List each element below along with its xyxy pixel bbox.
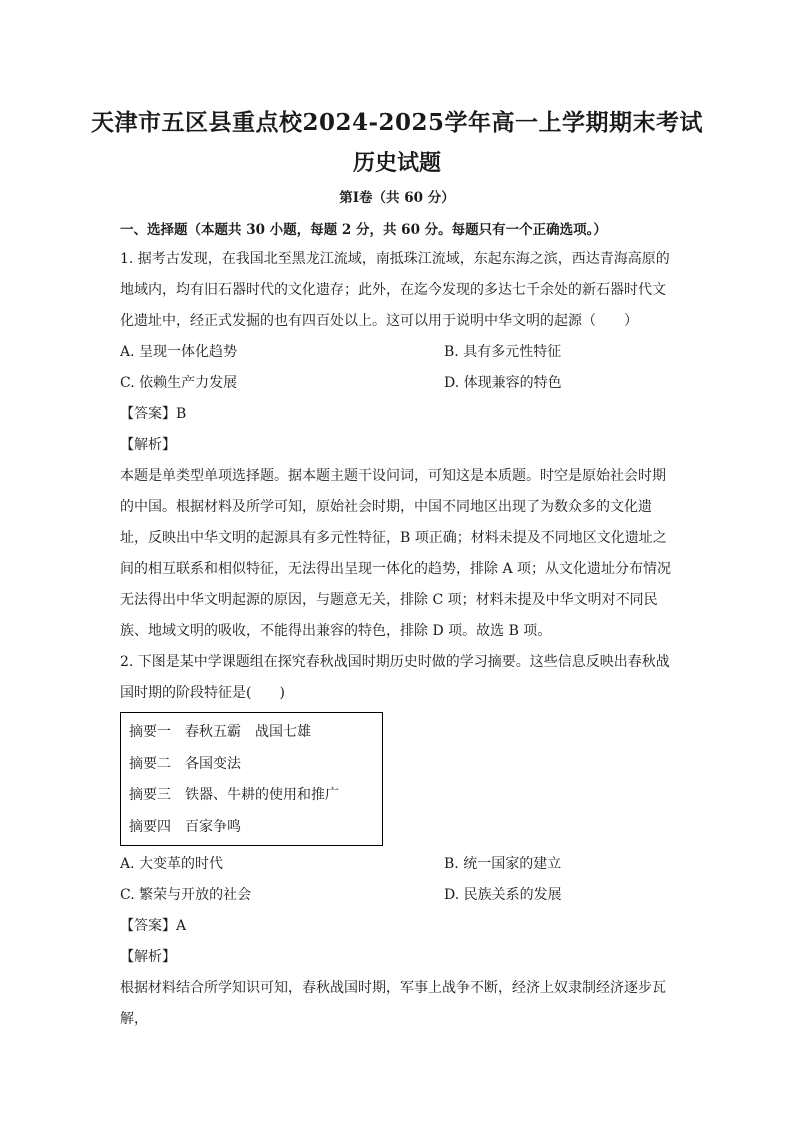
option-d: D. 体现兼容的特色	[444, 375, 562, 391]
analysis-line: 址，反映出中华文明的起源具有多元性特征，B 项正确；材料未提及不同地区文化遗址之	[120, 530, 667, 546]
summary-line: 摘要四 百家争鸣	[129, 818, 241, 835]
answer-line: 【答案】A	[120, 918, 187, 934]
analysis-line: 族、地域文明的吸收，不能得出兼容的特色，排除 D 项。故选 B 项。	[120, 623, 552, 639]
options-row	[120, 880, 680, 911]
options-row	[120, 849, 680, 880]
question-1	[120, 244, 680, 647]
questions-body	[120, 244, 680, 1035]
options-row	[120, 337, 680, 368]
summary-line: 摘要一 春秋五霸 战国七雄	[129, 724, 311, 740]
option-b: B. 统一国家的建立	[444, 856, 562, 872]
options-row	[120, 368, 680, 399]
analysis-line: 间的相互联系和相似特征，无法得出呈现一体化的趋势，排除 A 项；从文化遗址分布情况	[120, 561, 672, 577]
option-a: A. 大变革的时代	[120, 856, 224, 872]
exam-subject: 历史试题	[352, 150, 441, 176]
analysis-label: 【解析】	[120, 437, 176, 453]
section-heading: 一、选择题（本题共 30 小题，每题 2 分，共 60 分。每题只有一个正确选项。）	[120, 222, 607, 238]
option-c: C. 繁荣与开放的社会	[120, 887, 252, 903]
summary-line: 摘要三 铁器、牛耕的使用和推广	[129, 787, 339, 803]
analysis-label: 【解析】	[120, 949, 176, 965]
question-2	[120, 647, 680, 1035]
question-stem-line: 地域内，均有旧石器时代的文化遗存；此外，在迄今发现的多达七千余处的新石器时代文	[120, 282, 666, 298]
summary-line: 摘要二 各国变法	[129, 755, 241, 772]
summary-box	[120, 712, 383, 846]
option-a: A. 呈现一体化趋势	[120, 344, 238, 360]
analysis-line: 的中国。根据材料及所学可知，原始社会时期，中国不同地区出现了为数众多的文化遗	[120, 499, 652, 515]
question-stem-line: 国时期的阶段特征是( )	[120, 685, 285, 701]
volume-heading: 第Ⅰ卷（共 60 分）	[339, 190, 455, 206]
question-stem-line: 化遗址中，经正式发掘的也有四百处以上。这可以用于说明中华文明的起源（ ）	[120, 313, 638, 329]
question-stem-line: 2. 下图是某中学课题组在探究春秋战国时期历史时做的学习摘要。这些信息反映出春秋战	[120, 654, 670, 670]
option-d: D. 民族关系的发展	[444, 887, 562, 903]
option-b: B. 具有多元性特征	[444, 344, 562, 360]
question-stem-line: 1. 据考古发现，在我国北至黑龙江流域，南抵珠江流域，东起东海之滨，西达青海高原的	[120, 251, 670, 267]
answer-line: 【答案】B	[120, 406, 187, 422]
analysis-line: 本题是单类型单项选择题。据本题主题干设问词，可知这是本质题。时空是原始社会时期	[120, 468, 666, 484]
option-c: C. 依赖生产力发展	[120, 375, 238, 391]
analysis-line: 根据材料结合所学知识可知，春秋战国时期，军事上战争不断，经济上奴隶制经济逐步瓦解，	[120, 980, 666, 1027]
analysis-line: 无法得出中华文明起源的原因，与题意无关，排除 C 项；材料未提及中华文明对不同民	[120, 592, 658, 608]
exam-title: 天津市五区县重点校2024-2025学年高一上学期期末考试	[90, 109, 704, 136]
